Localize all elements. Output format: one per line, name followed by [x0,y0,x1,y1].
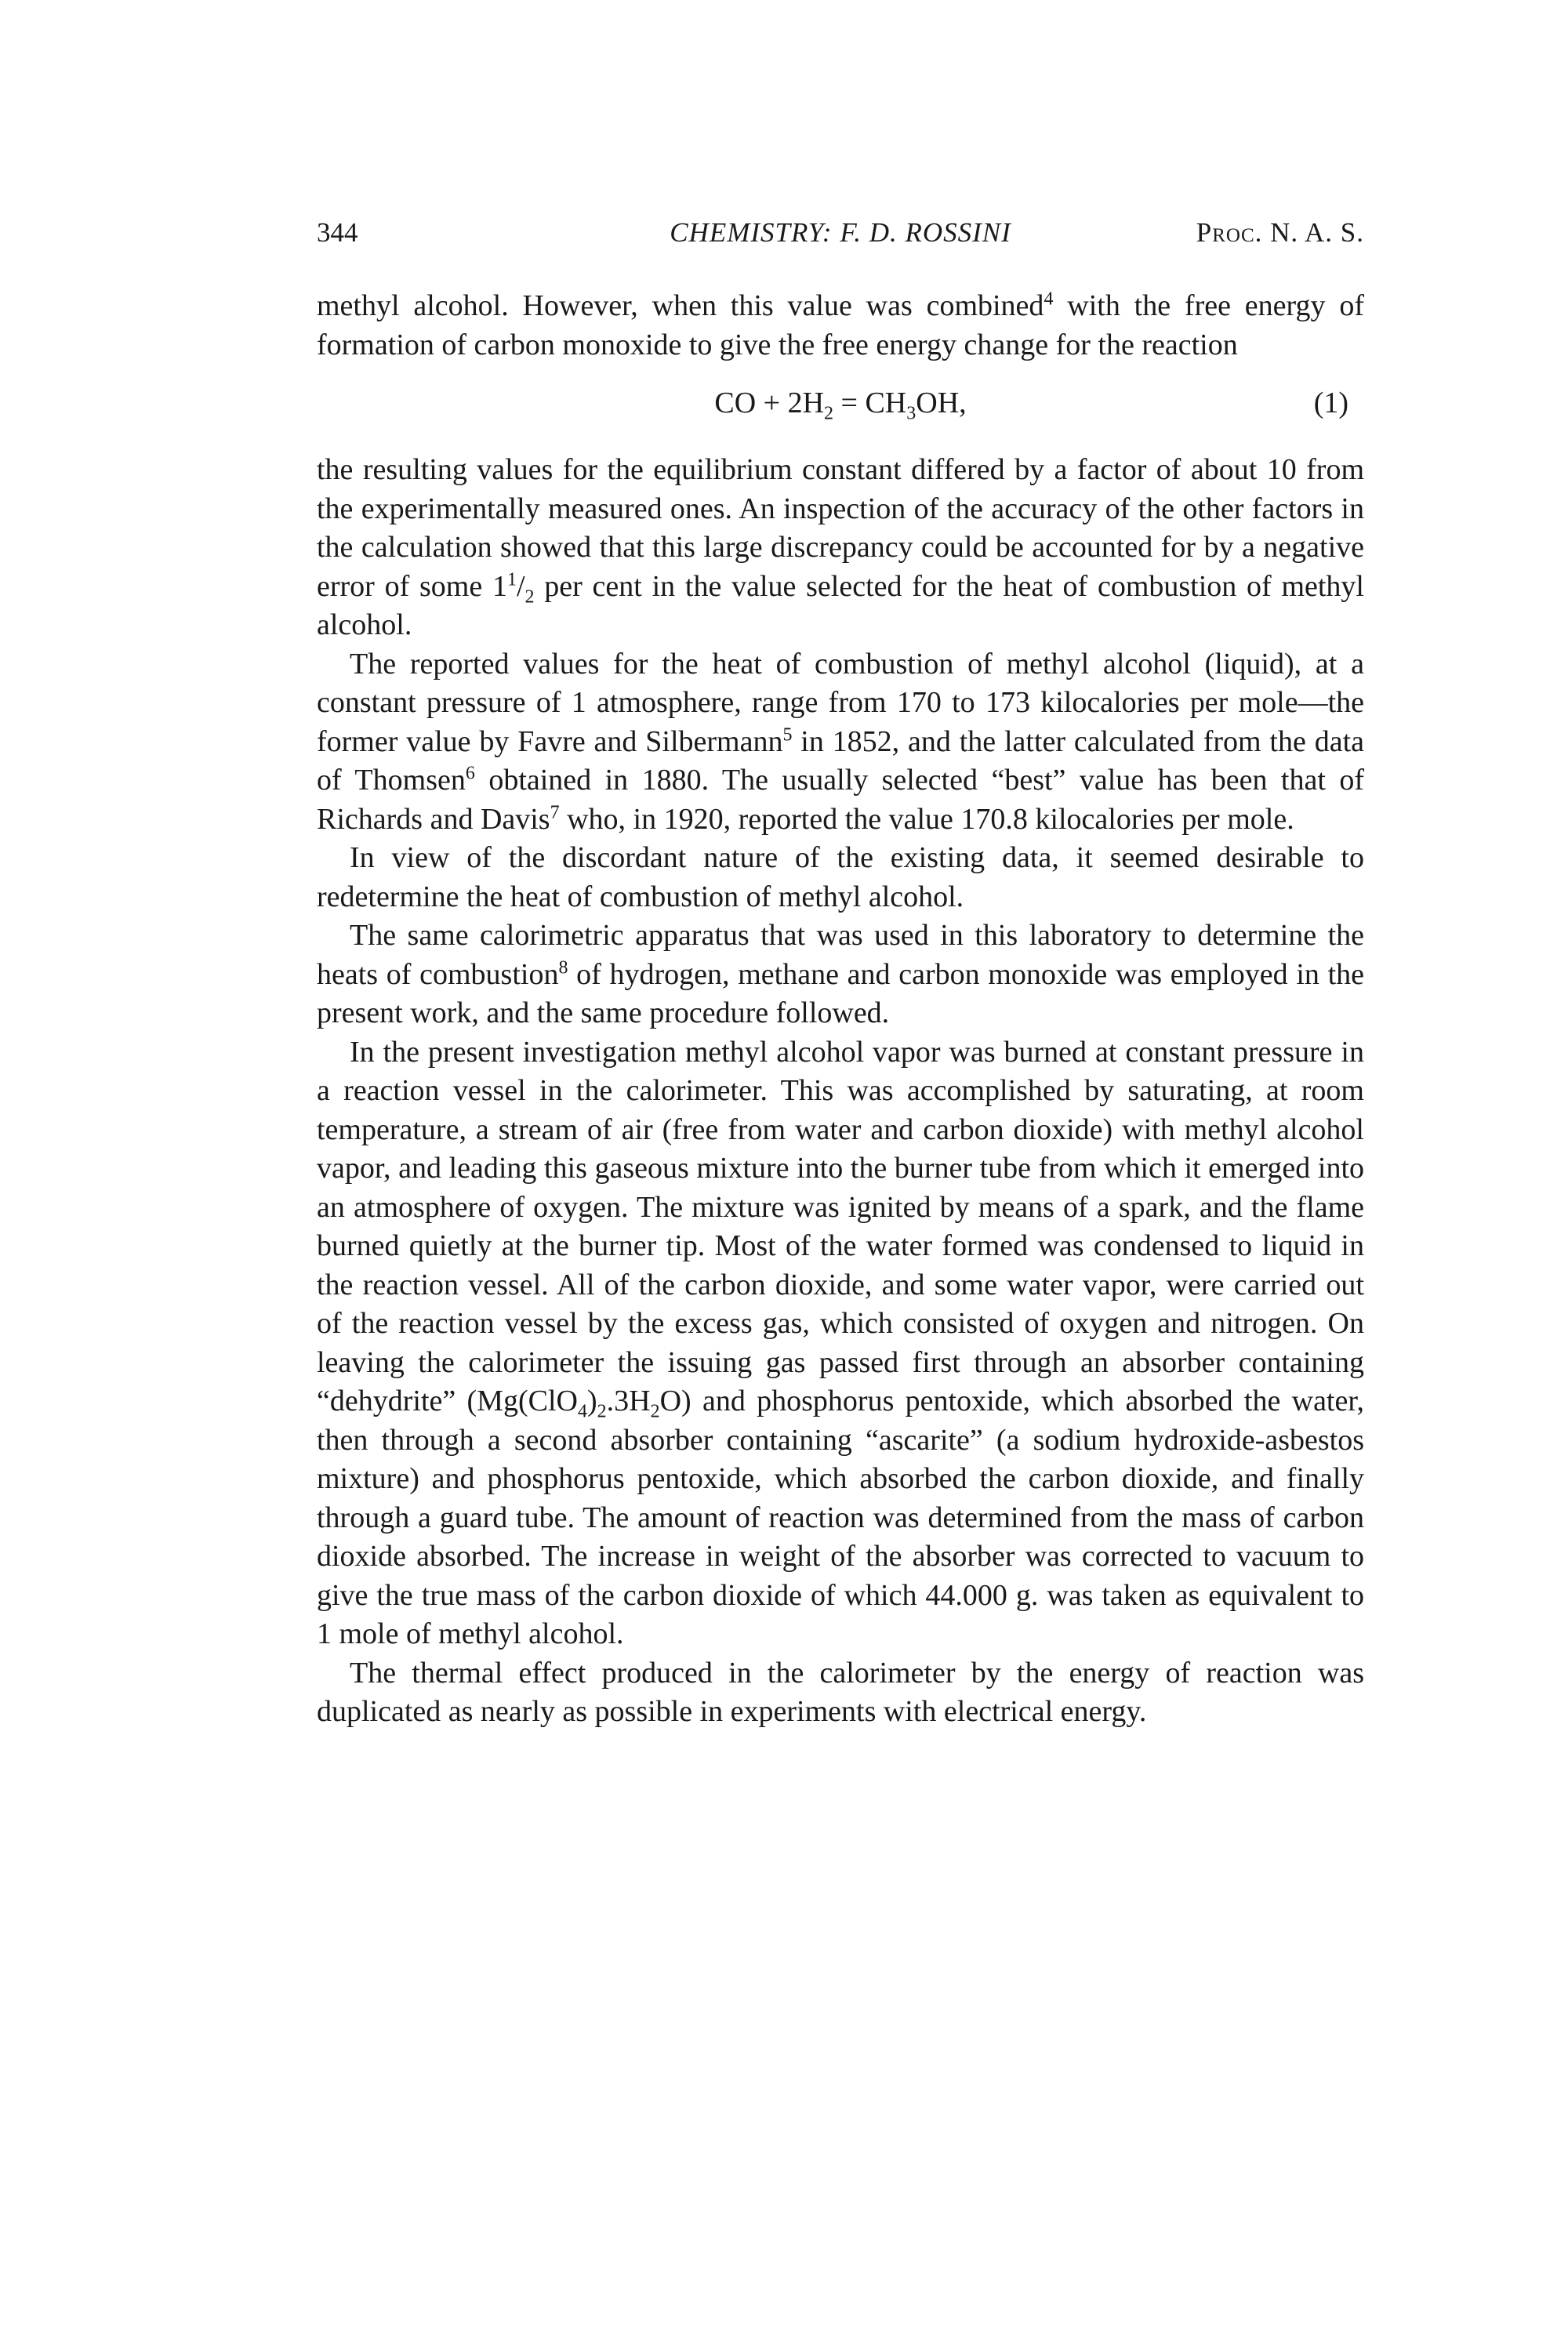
equation-part: OH, [916,387,967,419]
equation-1 [317,365,1364,441]
footnote-ref: 6 [465,763,475,784]
paragraph-4 [317,839,1364,916]
equation-expression [317,365,1364,441]
text-run: of hydrogen, methane and carbon monoxide was employed in the present work, and the same procedure followed. [317,957,1364,1029]
subscript: 2 [650,1401,660,1422]
text-run: methyl alcohol. However, when this value was combined [317,289,1044,322]
paragraph-3 [317,645,1364,840]
text-run: O) and phosphorus pentoxide, which absorbed the water, then through a second absorber containing “ascarite” (a sodium hydroxide-asbestos mixture) and phosphorus pentoxide, which absorbed the carbon dioxide, and finally through a guard tube. The amount of reaction was determined from the mass of carbon dioxide absorbed. The increase in weight of the absorber was corrected to vacuum to give the true mass of the carbon dioxide of which 44.000 g. was taken as equivalent to 1 mole of methyl alcohol. [317,1385,1364,1650]
text-run: the resulting values for the equilibrium constant differed by a factor of about 10 from the experimentally measured ones. An inspection of the accuracy of the other factors in the calculation showed that this large discrepancy could be accounted for by a negative error of some 1 [317,453,1364,603]
fraction-slash: / [516,569,525,603]
paragraph-6 [317,1033,1364,1654]
text-run: In the present investigation methyl alcohol vapor was burned at constant pressure in a reaction vessel in the calorimeter. This was accomplished by saturating, at room temperature, a stream of air (free from water and carbon dioxide) with methyl alcohol vapor, and leading this gaseous mixture into the burner tube from which it emerged into an atmosphere of oxygen. The mixture was ignited by means of a spark, and the flame burned quietly at the burner tip. Most of the water formed was condensed to liquid in the reaction vessel. All of the carbon dioxide, and some water vapor, were carried out of the reaction vessel by the excess gas, which consisted of oxygen and nitrogen. On leaving the calorimeter the issuing gas passed first through an absorber containing “dehydrite” (Mg(ClO [317,1035,1364,1417]
text-run: in 1852, and the latter calculated from the data of Thomsen [317,724,1364,797]
subscript: 2 [597,1401,607,1422]
text-run: The thermal effect produced in the calorimeter by the energy of reaction was duplicated as nearly as possible in experiments with electrical energy. [317,1656,1364,1728]
running-title: CHEMISTRY: F. D. ROSSINI [670,217,1011,248]
subscript: 3 [906,403,916,424]
equation-part: = CH [833,387,907,419]
footnote-ref: 8 [558,956,568,978]
text-run: ) [586,1385,597,1417]
fraction-denominator: 2 [524,586,535,608]
text-run: In view of the discordant nature of the existing data, it seemed desirable to redetermine the heat of combustion of methyl alcohol. [317,841,1364,913]
text-run: with the free energy of formation of carbon monoxide to give the free energy change for the reaction [317,289,1364,361]
text-run: obtained in 1880. The usually selected “best” value has been that of Richards and Davis [317,764,1364,836]
text-run: per cent in the value selected for the heat of combustion of methyl alcohol. [317,569,1364,641]
paragraph-5 [317,916,1364,1033]
text-run: The same calorimetric apparatus that was used in this laboratory to determine the heats of combustion [317,919,1364,991]
text-run: who, in 1920, reported the value 170.8 kilocalories per mole. [559,802,1294,836]
body-text [317,287,1364,1732]
running-head [317,213,1364,252]
paragraph-7 [317,1654,1364,1732]
page [317,213,1364,1732]
text-run: .3H [606,1385,651,1417]
page-number: 344 [317,217,358,248]
journal-abbreviation: Proc. N. A. S. [1196,217,1364,248]
equation-number: (1) [1313,387,1348,419]
footnote-ref: 4 [1044,289,1054,310]
paragraph-2 [317,451,1364,645]
fraction-numerator: 1 [506,568,517,590]
subscript: 2 [824,403,834,424]
footnote-ref: 5 [782,724,793,745]
paragraph-1 [317,287,1364,365]
subscript: 4 [577,1401,587,1422]
equation-part: CO + 2H [714,387,825,419]
text-run: The reported values for the heat of combustion of methyl alcohol (liquid), at a constant pressure of 1 atmosphere, range from 170 to 173 kilocalories per mole—the former value by Favre and Silbermann [317,647,1364,758]
footnote-ref: 7 [550,801,560,822]
